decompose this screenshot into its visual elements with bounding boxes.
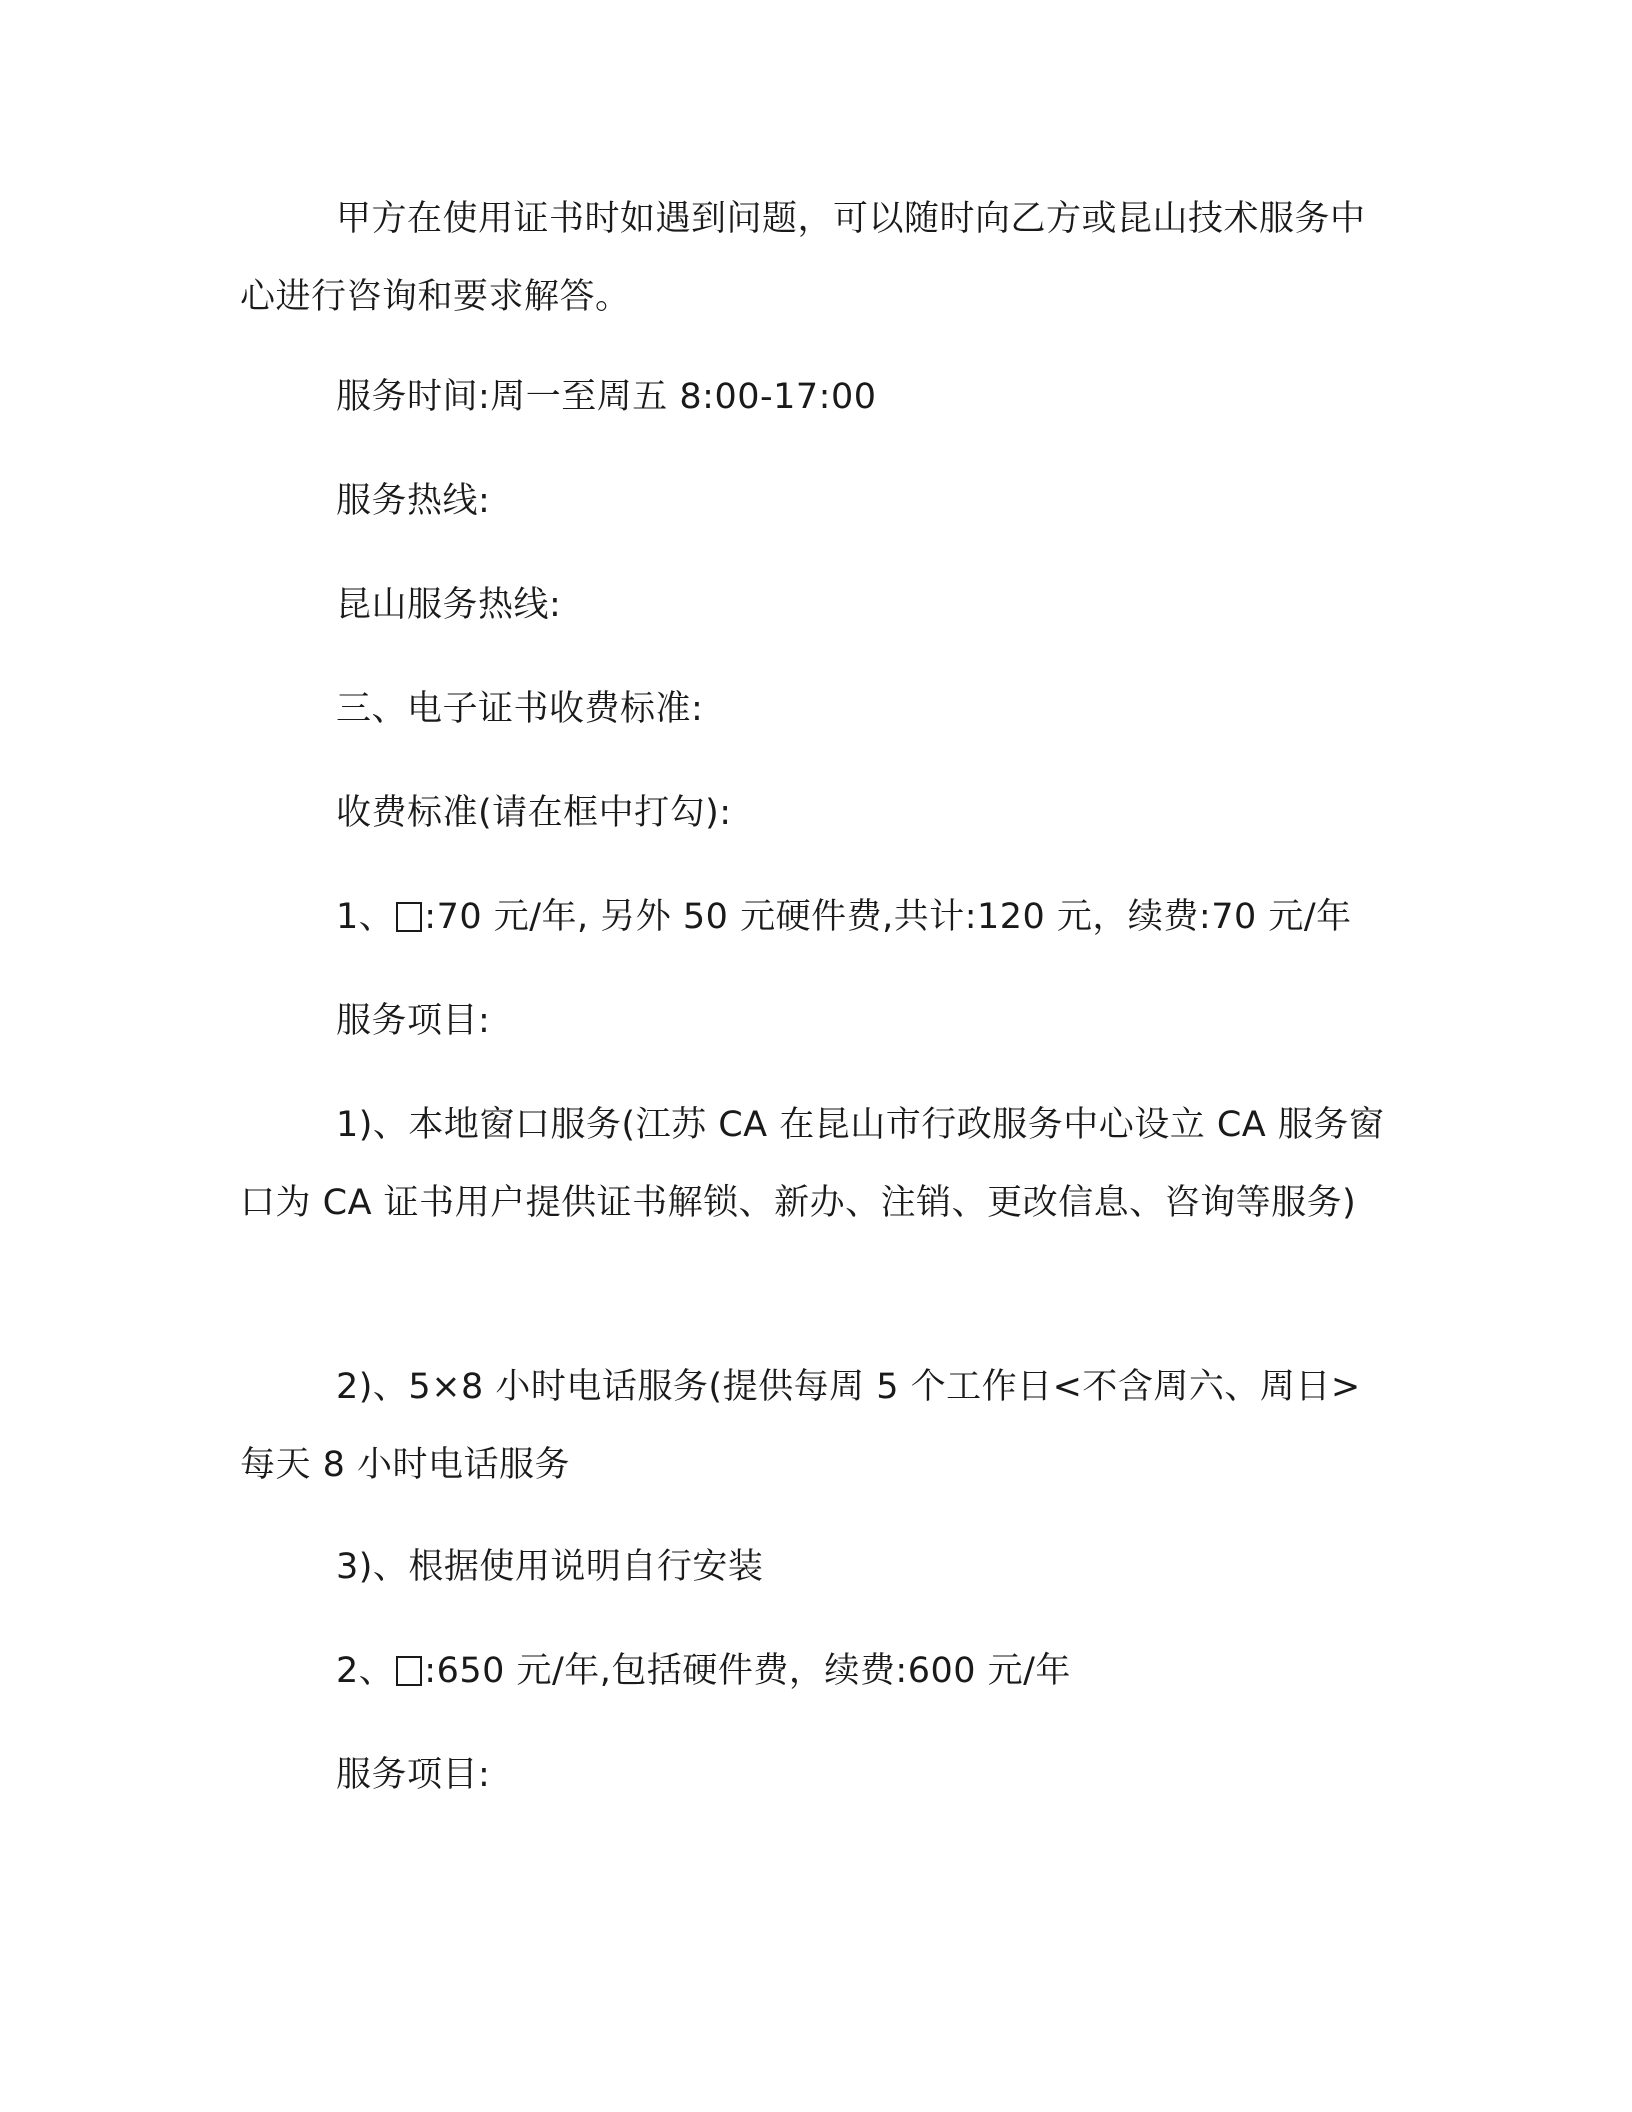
option-2-checkbox[interactable] [396,1656,422,1686]
paragraph-fee-standard: 收费标准(请在框中打勾): [336,793,732,833]
service-item-1: 1)、本地窗口服务(江苏 CA 在昆山市行政服务中心设立 CA 服务窗口为 CA 证书用户提供证书解锁、新办、注销、更改信息、咨询等服务) [240,1105,1385,1223]
fee-option-2 [240,1632,1385,1710]
service-item-3: 3)、根据使用说明自行安装 [336,1547,764,1587]
paragraph-intro: 甲方在使用证书时如遇到问题，可以随时向乙方或昆山技术服务中心进行咨询和要求解答。 [240,199,1366,317]
section-3-title: 三、电子证书收费标准: [336,689,704,729]
fee-option-1 [240,878,1385,956]
paragraph-service-time: 服务时间:周一至周五 8:00-17:00 [336,377,877,417]
option-1-checkbox[interactable] [396,902,422,932]
option-1-number: 1、 [336,897,395,937]
paragraph-service-items-2: 服务项目: [336,1755,491,1795]
paragraph-kunshan-hotline: 昆山服务热线: [336,585,562,625]
option-2-number: 2、 [336,1651,395,1691]
option-1-text: :70 元/年, 另外 50 元硬件费,共计:120 元，续费:70 元/年 [424,897,1352,937]
paragraph-service-items-1: 服务项目: [336,1001,491,1041]
option-2-text: :650 元/年,包括硬件费，续费:600 元/年 [424,1651,1071,1691]
paragraph-service-hotline: 服务热线: [336,481,491,521]
service-item-2: 2)、5×8 小时电话服务(提供每周 5 个工作日<不含周六、周日>每天 8 小时电话服务 [240,1367,1361,1485]
